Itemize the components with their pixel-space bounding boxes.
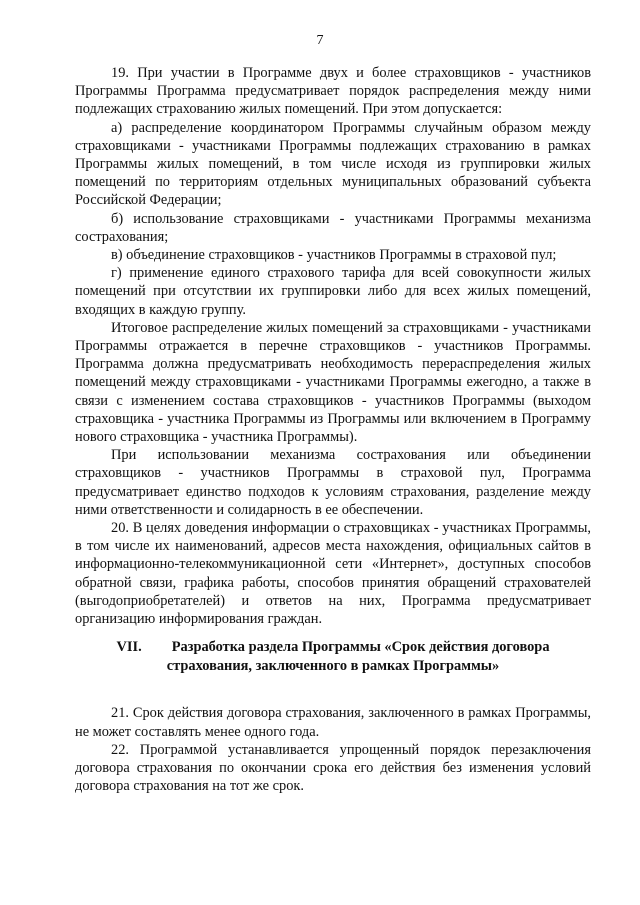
paragraph-19-g: г) применение единого страхового тарифа для всей совокупности жилых помещений при отсутствии их группировки либо для всех жилых помещений, входящих в каждую группу. [75,265,591,318]
paragraph-20: 20. В целях доведения информации о страховщиках - участниках Программы, в том числе их наименований, адресов места нахождения, официальных сайтов в информационно-телекоммуникационной сети «Интернет», доступных способов обратной связи, графика работы, способов принятия обращений страхователей (выгодоприобретателей) и ответов на них, Программа предусматривает организацию информирования граждан. [75,520,591,628]
paragraph-19: 19. При участии в Программе двух и более страховщиков - участников Программы Программа предусматривает порядок распределения между ними подлежащих страхованию жилых помещений. При этом допускается: [75,65,591,118]
section-number: VII. [116,639,142,656]
section-heading [75,638,591,676]
paragraph-22: 22. Программой устанавливается упрощенный порядок перезаключения договора страхования по окончании срока его действия без изменения условий договора страхования на тот же срок. [75,741,591,795]
section-title-line2: страхования, заключенного в рамках Программы» [166,658,500,675]
paragraph-19-v: в) объединение страховщиков - участников Программы в страховой пул; [111,247,557,264]
paragraph-19-b: б) использование страховщиками - участниками Программы механизма сострахования; [75,210,591,245]
section-title-line1: Разработка раздела Программы «Срок действия договора [171,639,550,656]
paragraph-final-distribution: Итоговое распределение жилых помещений за страховщиками - участниками Программы отражается в перечне страховщиков - участников Программы. Программа должна предусматривать необходимость перераспределения жилых помещений между страховщиками - участниками Программы ежегодно, а также в связи с изменением состава страховщиков - участников Программы (выходом страховщика - участника Программы из Программы или включением в Программу нового страховщика - участника Программы). [75,319,591,446]
paragraph-coinsurance: При использовании механизма сострахования или объединении страховщиков - участников Программы в страховой пул, Программа предусматривает единство подходов к условиям страхования, разделение между ними ответственности и солидарность в ее обеспечении. [75,447,591,518]
paragraph-19-a: а) распределение координатором Программы случайным образом между страховщиками - участниками Программы подлежащих страхованию в рамках Программы жилых помещений, в том числе исходя из группировки жилых помещений по территориям отдельных муниципальных образований субъекта Российской Федерации; [75,119,591,209]
document-body [75,64,591,795]
page-number: 7 [316,33,324,48]
paragraph-21: 21. Срок действия договора страхования, заключенного в рамках Программы, не может составлять менее одного года. [75,705,591,740]
